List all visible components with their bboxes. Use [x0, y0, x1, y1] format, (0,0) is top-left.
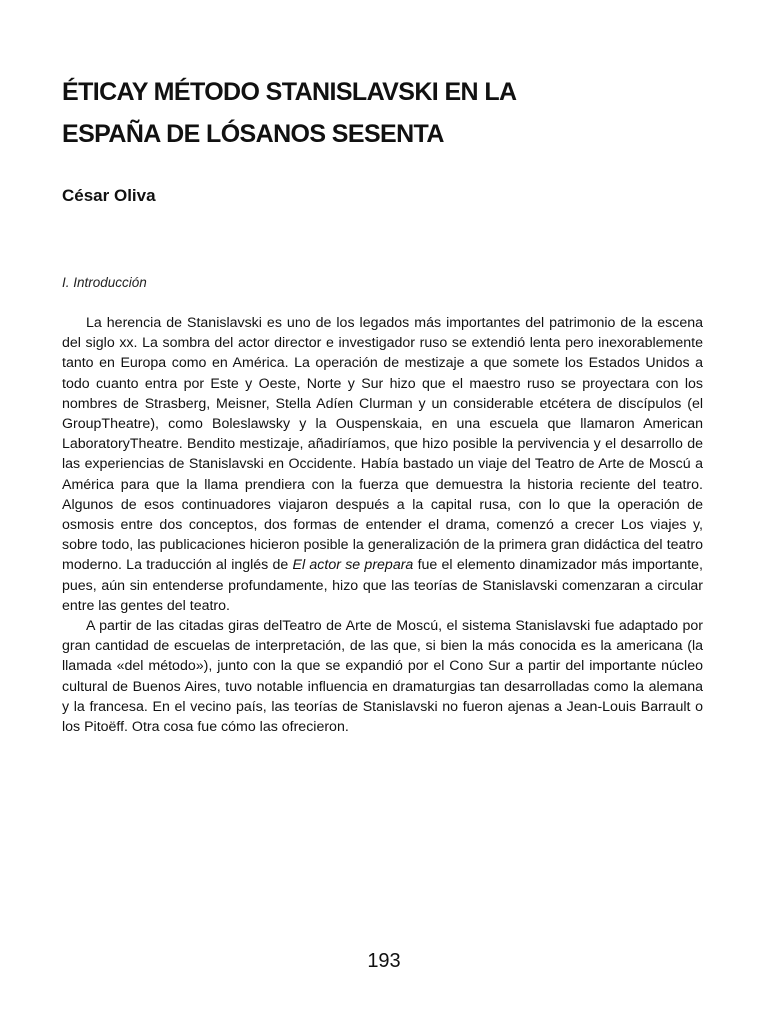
article-title-line-2: ESPAÑA DE LÓSANOS SESENTA [62, 120, 444, 148]
body-paragraph-1 [62, 313, 703, 616]
book-title-italic: El actor se prepara [292, 557, 414, 574]
section-heading: I. Introducción [62, 275, 147, 290]
paragraph-1-text-end: fue el elemento dinamizador más importante, pues, aún sin entenderse profundamente, hizo que las teorías de Stanislavski comenzaran a circular entre las gentes del teatro. [62, 557, 703, 614]
article-body [62, 313, 703, 737]
page-number: 193 [367, 950, 401, 972]
article-title-line-1: ÉTICAY MÉTODO STANISLAVSKI EN LA [62, 78, 517, 106]
paragraph-1-text-start: La herencia de Stanislavski es uno de los legados más importantes del patrimonio de la escena del siglo xx. La sombra del actor director e investigador ruso se extendió lenta pero inexorablemente tanto en Europa como en América. La operación de mestizaje a que somete los Estados Unidos a todo cuanto entra por Este y Oeste, Norte y Sur hizo que el maestro ruso se proyectara con los nombres de Strasberg, Meisner, Stella Adíen Clurman y un considerable etcétera de discípulos (el GroupTheatre), como Boleslawsky y la Ouspenskaia, en una escuela que llamaron American LaboratoryTheatre. Bendito mestizaje, añadiríamos, que hizo posible la pervivencia y el desarrollo de las experiencias de Stanislavski en Occidente. Había bastado un viaje del Teatro de Arte de Moscú a América para que la llama prendiera con la fuerza que demuestra la historia reciente del teatro. Algunos de esos continuadores viajaron después a la capital rusa, con lo que la operación de osmosis entre dos conceptos, dos formas de entender el drama, comenzó a crecer Los viajes y, sobre todo, las publicaciones hicieron posible la generalización de la primera gran didáctica del teatro moderno. La traducción al inglés de [62, 315, 703, 574]
body-paragraph-2: A partir de las citadas giras delTeatro de Arte de Moscú, el sistema Stanislavski fue adaptado por gran cantidad de escuelas de interpretación, de las que, si bien la más conocida es la americana (la llamada «del método»), junto con la que se expandió por el Cono Sur a partir del importante núcleo cultural de Buenos Aires, tuvo notable influencia en dramaturgias tan desarrolladas como la alemana y la francesa. En el vecino país, las teorías de Stanislavski no fueron ajenas a Jean-Louis Barrault o los Pitoëff. Otra cosa fue cómo las ofrecieron. [62, 618, 703, 736]
article-title [62, 71, 712, 155]
author-name: César Oliva [62, 186, 156, 205]
